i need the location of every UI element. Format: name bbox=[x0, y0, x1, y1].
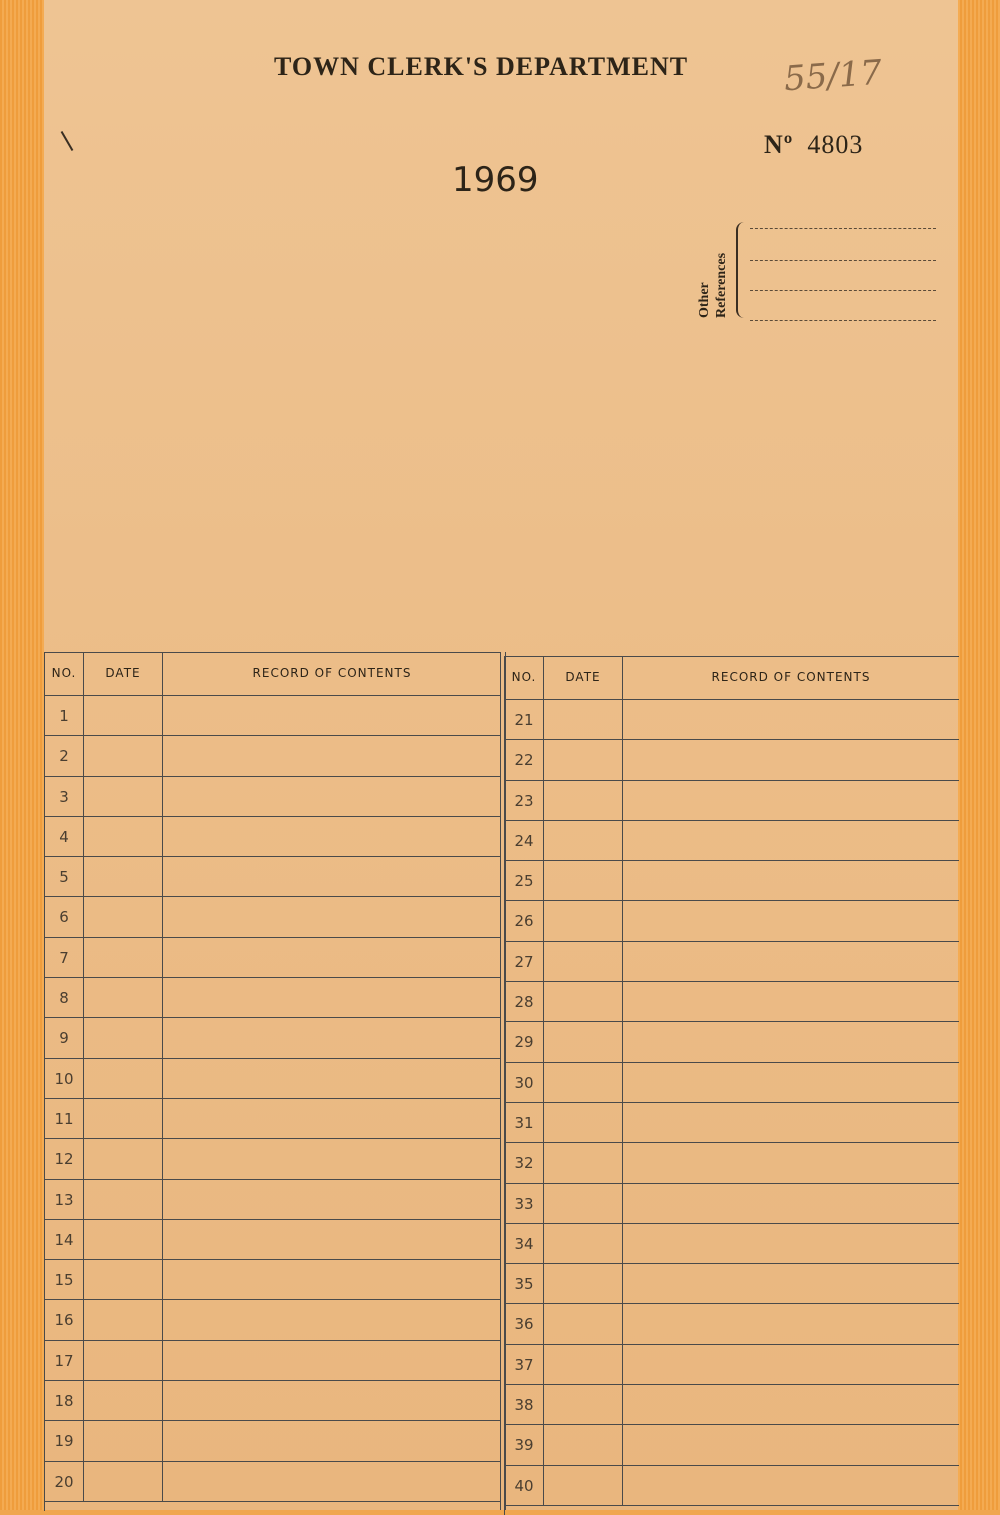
record-cell[interactable] bbox=[623, 781, 959, 820]
table-row bbox=[45, 1059, 501, 1099]
table-row bbox=[45, 897, 501, 937]
row-number: 25 bbox=[505, 861, 544, 900]
row-number: 9 bbox=[45, 1018, 84, 1057]
table-row bbox=[505, 1385, 959, 1425]
table-row bbox=[505, 1466, 959, 1506]
reference-line[interactable] bbox=[750, 290, 936, 291]
record-cell[interactable] bbox=[623, 1103, 959, 1142]
date-cell[interactable] bbox=[84, 777, 163, 816]
row-number: 17 bbox=[45, 1341, 84, 1380]
reference-line[interactable] bbox=[750, 320, 936, 321]
record-cell[interactable] bbox=[623, 1224, 959, 1263]
record-cell[interactable] bbox=[623, 1022, 959, 1061]
table-row bbox=[45, 857, 501, 897]
row-number: 30 bbox=[505, 1063, 544, 1102]
date-cell[interactable] bbox=[84, 817, 163, 856]
record-cell[interactable] bbox=[623, 942, 959, 981]
date-cell[interactable] bbox=[544, 1022, 623, 1061]
row-number: 28 bbox=[505, 982, 544, 1021]
year-label: 1969 bbox=[452, 160, 539, 200]
record-cell[interactable] bbox=[623, 700, 959, 739]
date-cell[interactable] bbox=[544, 781, 623, 820]
table-row bbox=[505, 861, 959, 901]
record-cell[interactable] bbox=[623, 1385, 959, 1424]
table-row bbox=[505, 740, 959, 780]
row-number: 6 bbox=[45, 897, 84, 936]
date-cell[interactable] bbox=[84, 1220, 163, 1259]
row-number: 5 bbox=[45, 857, 84, 896]
reference-line[interactable] bbox=[750, 260, 936, 261]
record-cell[interactable] bbox=[163, 857, 501, 896]
date-cell[interactable] bbox=[544, 982, 623, 1021]
record-cell[interactable] bbox=[623, 1466, 959, 1505]
record-cell[interactable] bbox=[163, 1462, 501, 1501]
row-number: 2 bbox=[45, 736, 84, 775]
date-cell[interactable] bbox=[84, 1059, 163, 1098]
date-cell[interactable] bbox=[84, 1260, 163, 1299]
date-cell[interactable] bbox=[544, 1264, 623, 1303]
date-cell[interactable] bbox=[544, 901, 623, 940]
record-cell[interactable] bbox=[623, 1304, 959, 1343]
table-row bbox=[505, 1143, 959, 1183]
date-cell[interactable] bbox=[84, 1018, 163, 1057]
contents-table-right bbox=[504, 656, 959, 1515]
date-cell[interactable] bbox=[544, 1103, 623, 1142]
table-row bbox=[45, 1018, 501, 1058]
date-cell[interactable] bbox=[544, 861, 623, 900]
record-cell[interactable] bbox=[163, 1059, 501, 1098]
date-cell[interactable] bbox=[544, 1385, 623, 1424]
record-cell[interactable] bbox=[163, 817, 501, 856]
row-number: 31 bbox=[505, 1103, 544, 1142]
date-cell[interactable] bbox=[84, 1300, 163, 1339]
record-cell[interactable] bbox=[623, 1425, 959, 1464]
table-row bbox=[505, 982, 959, 1022]
record-cell[interactable] bbox=[623, 1184, 959, 1223]
record-cell[interactable] bbox=[163, 1260, 501, 1299]
table-row bbox=[45, 1139, 501, 1179]
column-header-record: RECORD OF CONTENTS bbox=[252, 666, 412, 680]
row-number: 7 bbox=[45, 938, 84, 977]
row-number: 29 bbox=[505, 1022, 544, 1061]
date-cell[interactable] bbox=[544, 1063, 623, 1102]
record-cell[interactable] bbox=[623, 1143, 959, 1182]
department-title: TOWN CLERK'S DEPARTMENT bbox=[274, 52, 689, 81]
row-number: 35 bbox=[505, 1264, 544, 1303]
handwritten-reference: 55/17 bbox=[782, 52, 884, 100]
table-row bbox=[505, 1184, 959, 1224]
row-number: 40 bbox=[505, 1466, 544, 1505]
date-cell[interactable] bbox=[84, 1341, 163, 1380]
date-cell[interactable] bbox=[84, 1462, 163, 1501]
table-row bbox=[45, 1381, 501, 1421]
row-number: 24 bbox=[505, 821, 544, 860]
date-cell[interactable] bbox=[544, 1304, 623, 1343]
table-row bbox=[505, 781, 959, 821]
date-cell[interactable] bbox=[84, 897, 163, 936]
table-row bbox=[45, 777, 501, 817]
date-cell[interactable] bbox=[84, 938, 163, 977]
row-number: 37 bbox=[505, 1345, 544, 1384]
date-cell[interactable] bbox=[544, 942, 623, 981]
date-cell[interactable] bbox=[84, 857, 163, 896]
row-number: 39 bbox=[505, 1425, 544, 1464]
row-number: 33 bbox=[505, 1184, 544, 1223]
record-cell[interactable] bbox=[163, 736, 501, 775]
record-cell[interactable] bbox=[163, 777, 501, 816]
table-row bbox=[45, 1341, 501, 1381]
table-row bbox=[505, 1103, 959, 1143]
date-cell[interactable] bbox=[84, 736, 163, 775]
date-cell[interactable] bbox=[544, 1184, 623, 1223]
table-row bbox=[45, 938, 501, 978]
record-cell[interactable] bbox=[163, 1300, 501, 1339]
row-number: 22 bbox=[505, 740, 544, 779]
row-number: 18 bbox=[45, 1381, 84, 1420]
date-cell[interactable] bbox=[544, 1345, 623, 1384]
table-header bbox=[505, 657, 959, 700]
column-header-record: RECORD OF CONTENTS bbox=[711, 670, 871, 684]
record-cell[interactable] bbox=[623, 1063, 959, 1102]
record-cell[interactable] bbox=[623, 1264, 959, 1303]
row-number: 13 bbox=[45, 1180, 84, 1219]
pen-mark bbox=[61, 131, 74, 151]
row-number: 12 bbox=[45, 1139, 84, 1178]
table-row bbox=[45, 817, 501, 857]
file-number-label: Nº bbox=[764, 130, 794, 159]
table-row bbox=[45, 1220, 501, 1260]
row-number: 38 bbox=[505, 1385, 544, 1424]
table-row bbox=[505, 901, 959, 941]
table-row bbox=[505, 1304, 959, 1344]
table-row bbox=[505, 1063, 959, 1103]
record-cell[interactable] bbox=[163, 897, 501, 936]
table-row bbox=[45, 978, 501, 1018]
record-cell[interactable] bbox=[163, 1220, 501, 1259]
row-number: 23 bbox=[505, 781, 544, 820]
date-cell[interactable] bbox=[84, 1099, 163, 1138]
record-cell[interactable] bbox=[163, 696, 501, 735]
date-cell[interactable] bbox=[544, 1143, 623, 1182]
row-number: 27 bbox=[505, 942, 544, 981]
table-row bbox=[505, 700, 959, 740]
brace-icon bbox=[736, 222, 748, 318]
other-references-label: Other References bbox=[697, 252, 729, 318]
date-cell[interactable] bbox=[544, 821, 623, 860]
date-cell[interactable] bbox=[84, 978, 163, 1017]
table-row bbox=[45, 1180, 501, 1220]
date-cell[interactable] bbox=[84, 1139, 163, 1178]
record-cell[interactable] bbox=[623, 861, 959, 900]
table-row bbox=[505, 1224, 959, 1264]
right-binding-tape bbox=[956, 0, 1000, 1510]
row-number: 20 bbox=[45, 1462, 84, 1501]
row-number: 15 bbox=[45, 1260, 84, 1299]
row-number: 8 bbox=[45, 978, 84, 1017]
row-number: 1 bbox=[45, 696, 84, 735]
table-row bbox=[505, 1022, 959, 1062]
reference-line[interactable] bbox=[750, 228, 936, 229]
table-row bbox=[45, 1099, 501, 1139]
table-row bbox=[505, 1345, 959, 1385]
table-row bbox=[505, 1264, 959, 1304]
record-cell[interactable] bbox=[163, 1180, 501, 1219]
record-cell[interactable] bbox=[623, 740, 959, 779]
table-row bbox=[45, 1421, 501, 1461]
date-cell[interactable] bbox=[84, 1381, 163, 1420]
row-number: 11 bbox=[45, 1099, 84, 1138]
date-cell[interactable] bbox=[544, 740, 623, 779]
table-row bbox=[45, 1462, 501, 1502]
record-cell[interactable] bbox=[163, 1341, 501, 1380]
date-cell[interactable] bbox=[544, 1466, 623, 1505]
date-cell[interactable] bbox=[84, 1180, 163, 1219]
table-row bbox=[45, 736, 501, 776]
record-cell[interactable] bbox=[623, 1345, 959, 1384]
table-row bbox=[45, 1300, 501, 1340]
row-number: 21 bbox=[505, 700, 544, 739]
date-cell[interactable] bbox=[84, 1421, 163, 1460]
table-row bbox=[505, 821, 959, 861]
row-number: 34 bbox=[505, 1224, 544, 1263]
table-row bbox=[505, 1425, 959, 1465]
date-cell[interactable] bbox=[544, 700, 623, 739]
record-cell[interactable] bbox=[163, 978, 501, 1017]
record-cell[interactable] bbox=[623, 982, 959, 1021]
table-header bbox=[45, 653, 501, 696]
record-cell[interactable] bbox=[623, 901, 959, 940]
date-cell[interactable] bbox=[544, 1425, 623, 1464]
date-cell[interactable] bbox=[544, 1224, 623, 1263]
row-number: 26 bbox=[505, 901, 544, 940]
row-number: 10 bbox=[45, 1059, 84, 1098]
file-number bbox=[764, 130, 863, 160]
column-header-no: NO. bbox=[45, 653, 84, 695]
column-header-no: NO. bbox=[505, 657, 544, 699]
left-binding-tape bbox=[0, 0, 44, 1510]
record-cell[interactable] bbox=[163, 1099, 501, 1138]
column-header-date: DATE bbox=[544, 657, 623, 699]
table-row bbox=[45, 1260, 501, 1300]
record-cell[interactable] bbox=[163, 1421, 501, 1460]
record-cell[interactable] bbox=[163, 1381, 501, 1420]
file-number-value: 4803 bbox=[807, 130, 864, 159]
row-number: 14 bbox=[45, 1220, 84, 1259]
record-cell[interactable] bbox=[623, 821, 959, 860]
row-number: 32 bbox=[505, 1143, 544, 1182]
row-number: 4 bbox=[45, 817, 84, 856]
row-number: 19 bbox=[45, 1421, 84, 1460]
contents-table-left bbox=[44, 652, 501, 1511]
row-number: 36 bbox=[505, 1304, 544, 1343]
row-number: 16 bbox=[45, 1300, 84, 1339]
row-number: 3 bbox=[45, 777, 84, 816]
record-cell[interactable] bbox=[163, 1139, 501, 1178]
record-cell[interactable] bbox=[163, 938, 501, 977]
column-header-date: DATE bbox=[84, 653, 163, 695]
file-cover-sheet bbox=[44, 0, 958, 1510]
record-cell[interactable] bbox=[163, 1018, 501, 1057]
other-references-box bbox=[692, 218, 942, 328]
date-cell[interactable] bbox=[84, 696, 163, 735]
table-row bbox=[45, 696, 501, 736]
table-row bbox=[505, 942, 959, 982]
